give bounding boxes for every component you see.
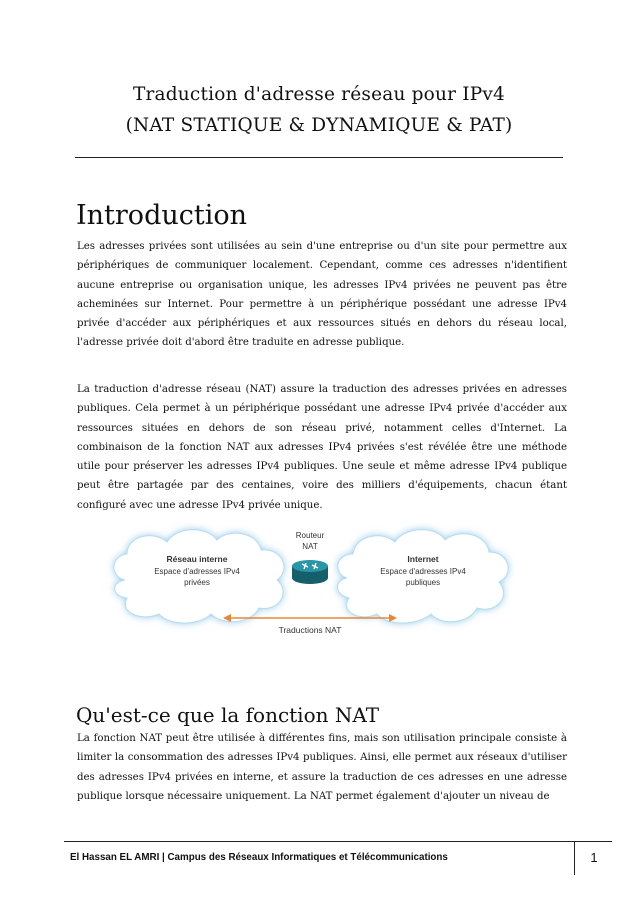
right-cloud-line2: Espace d'adresses IPv4 [380, 567, 466, 576]
title-line-1: Traduction d'adresse réseau pour IPv4 [132, 84, 506, 105]
footer-author: El Hassan EL AMRI | Campus des Réseaux Informatiques et Télécommunications [70, 852, 448, 863]
left-cloud-line2: Espace d'adresses IPv4 [154, 567, 240, 576]
heading-introduction: Introduction [76, 200, 247, 231]
page-number: 1 [590, 850, 598, 865]
arrow-label: Traductions NAT [278, 625, 342, 635]
left-cloud-title: Réseau interne [166, 554, 228, 564]
right-cloud-title: Internet [407, 554, 439, 564]
heading-what-is-nat: Qu'est-ce que la fonction NAT [76, 703, 380, 727]
router-icon [292, 560, 328, 584]
title-divider [75, 157, 563, 158]
left-cloud-line3: privées [184, 578, 210, 587]
title-line-2: (NAT STATIQUE & DYNAMIQUE & PAT) [125, 115, 513, 136]
intro-paragraph-1: Les adresses privées sont utilisées au sein d'une entreprise ou d'un site pour permettre aux périphériques de communiquer localement. Cependant, comme ces adresses n'identifient aucune entreprise ou organisation unique, les adresses IPv4 privées ne peuvent pas être acheminées sur Internet. Pour permettre à un périphérique possédant une adresse IPv4 privée d'accéder aux périphériques et aux ressources situés en dehors du réseau local, l'adresse privée doit d'abord être traduite en adresse publique. [77, 241, 567, 349]
router-label-line2: NAT [302, 542, 318, 551]
footer-divider [64, 841, 612, 842]
router-label-line1: Routeur [295, 531, 325, 540]
section2-paragraph: La fonction NAT peut être utilisée à différentes fins, mais son utilisation principale consiste à limiter la consommation des adresses IPv4 publiques. Ainsi, elle permet aux réseaux d'utiliser des adresses IPv4 privées en interne, et assure la traduction de ces adresses en une adresse publique lorsque nécessaire uniquement. La NAT permet également d'ajouter un niveau de [77, 733, 567, 802]
nat-router [292, 531, 328, 584]
intro-paragraph-2: La traduction d'adresse réseau (NAT) assure la traduction des adresses privées en adresses publiques. Cela permet à un périphérique possédant une adresse IPv4 privée d'accéder aux ressources situées en dehors de son réseau privé, notamment celles d'Internet. La combinaison de la fonction NAT aux adresses IPv4 privées s'est révélée être une méthode utile pour préserver les adresses IPv4 publiques. Une seule et même adresse IPv4 publique peut être partagée par des centaines, voire des milliers d'équipements, chacun étant configuré avec une adresse IPv4 privée unique. [77, 384, 567, 511]
nat-diagram [105, 522, 515, 642]
internet-cloud [338, 530, 509, 623]
right-cloud-line3: publiques [405, 578, 441, 587]
page-number-box [574, 841, 613, 875]
internal-network-cloud [114, 530, 284, 623]
